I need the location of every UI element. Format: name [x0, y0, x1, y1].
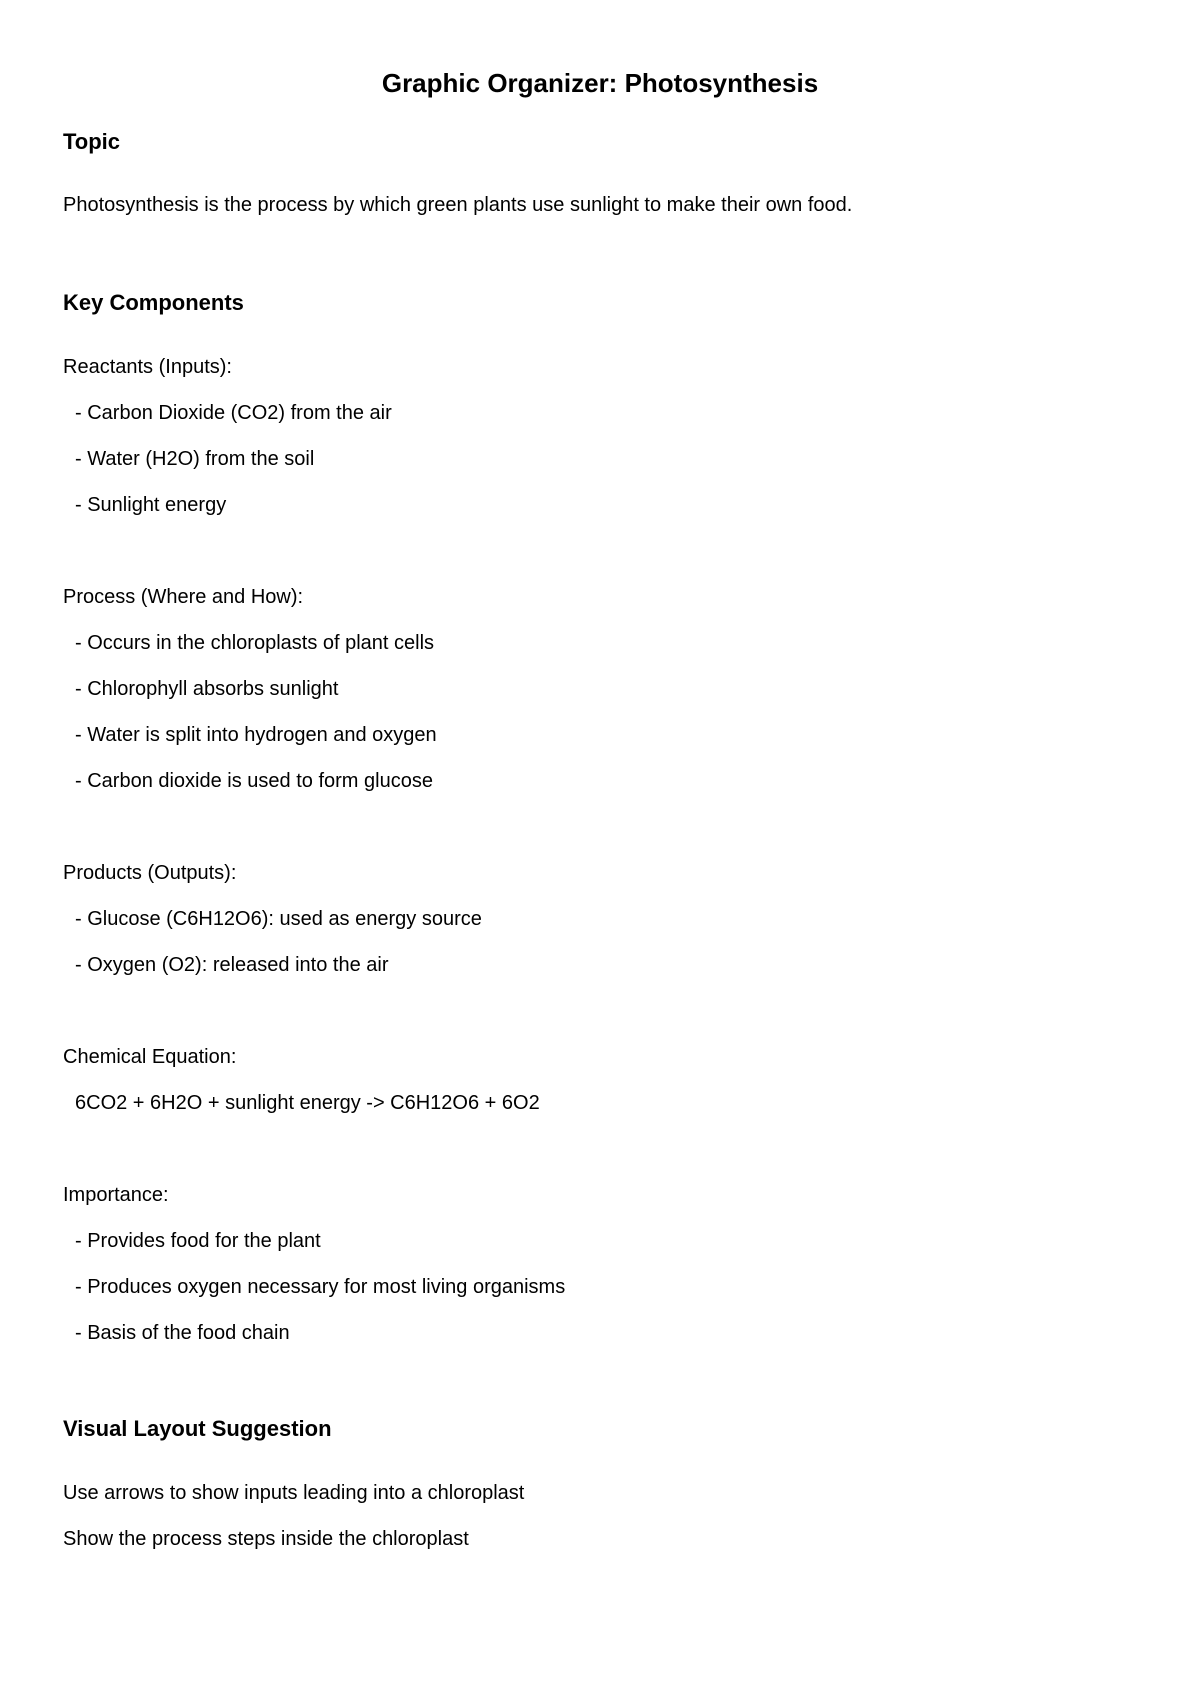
product-item: - Glucose (C6H12O6): used as energy source	[75, 908, 482, 930]
visual-layout-heading: Visual Layout Suggestion	[63, 1416, 332, 1441]
process-item: - Carbon dioxide is used to form glucose	[75, 770, 433, 792]
reactants-label: Reactants (Inputs):	[63, 356, 232, 378]
process-item: - Chlorophyll absorbs sunlight	[75, 678, 339, 700]
process-item: - Occurs in the chloroplasts of plant cells	[75, 632, 435, 654]
process-label: Process (Where and How):	[63, 586, 304, 608]
importance-item: - Basis of the food chain	[75, 1322, 290, 1344]
importance-item: - Produces oxygen necessary for most living organisms	[75, 1276, 566, 1298]
key-components-heading: Key Components	[63, 290, 244, 315]
topic-text: Photosynthesis is the process by which green plants use sunlight to make their own food.	[63, 194, 853, 216]
visual-layout-line: Use arrows to show inputs leading into a chloroplast	[63, 1482, 525, 1504]
process-item: - Water is split into hydrogen and oxygen	[75, 724, 437, 746]
chemical-equation: 6CO2 + 6H2O + sunlight energy -> C6H12O6 + 6O2	[75, 1092, 540, 1114]
page-title: Graphic Organizer: Photosynthesis	[381, 68, 819, 98]
visual-layout-line: Show the process steps inside the chloroplast	[63, 1528, 469, 1550]
product-item: - Oxygen (O2): released into the air	[75, 954, 389, 976]
equation-label: Chemical Equation:	[63, 1046, 237, 1068]
products-label: Products (Outputs):	[63, 862, 237, 884]
reactant-item: - Carbon Dioxide (CO2) from the air	[75, 402, 392, 424]
reactant-item: - Water (H2O) from the soil	[75, 448, 315, 470]
importance-label: Importance:	[63, 1184, 169, 1206]
topic-heading: Topic	[63, 129, 121, 154]
reactant-item: - Sunlight energy	[75, 494, 227, 516]
importance-item: - Provides food for the plant	[75, 1230, 321, 1252]
